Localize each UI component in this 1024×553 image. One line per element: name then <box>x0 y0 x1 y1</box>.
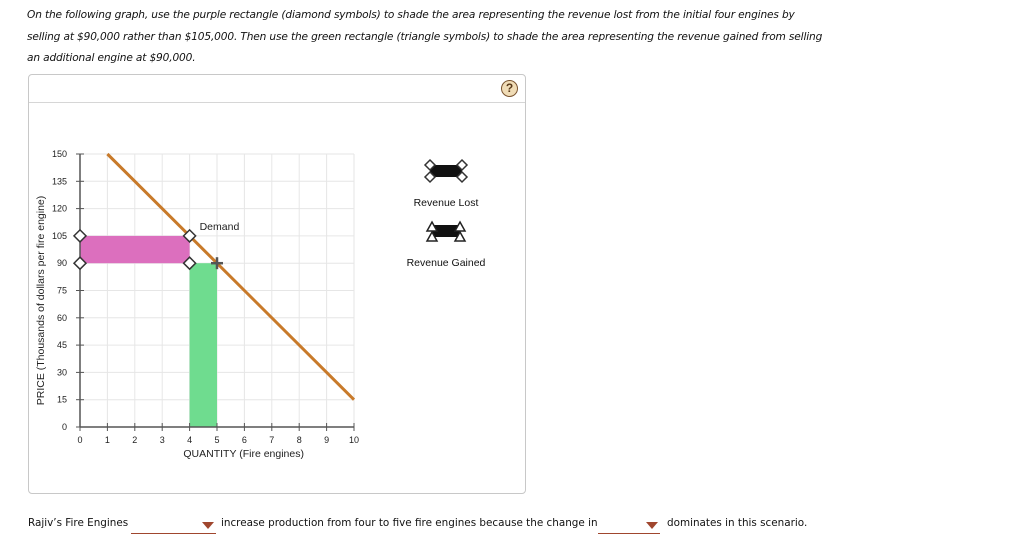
x-tick-label: 4 <box>187 435 193 445</box>
y-axis-label: PRICE (Thousands of dollars per fire engine) <box>35 195 47 406</box>
help-icon[interactable]: ? <box>501 80 518 97</box>
y-tick-label: 105 <box>51 230 67 241</box>
revenue-gained-rect <box>190 263 217 427</box>
x-axis-label: QUANTITY (Fire engines) <box>183 448 304 460</box>
question-part2: increase production from four to five fire engines because the change in <box>221 517 598 529</box>
y-tick-label: 90 <box>56 258 67 269</box>
y-tick-label: 0 <box>61 422 67 432</box>
instructions-text: On the following graph, use the purple rectangle (diamond symbols) to shade the area representing the revenue lost from the initial four engines by selling at $90,000 rather than $105,000. Then use the green rectangle (triangle symbols) to shade the area representing the revenue gained from selling an additional engine at $90,000. <box>27 9 823 64</box>
legend-revenue-lost-swatch <box>430 165 462 177</box>
x-tick-label: 1 <box>104 435 110 445</box>
y-tick-label: 15 <box>56 394 67 405</box>
y-tick-label: 30 <box>56 367 67 378</box>
x-tick-label: 0 <box>77 435 83 445</box>
y-tick-label: 135 <box>51 176 67 187</box>
x-tick-label: 9 <box>324 435 330 445</box>
shapes <box>80 236 217 427</box>
x-tick-label: 8 <box>296 435 302 445</box>
graph-panel <box>28 74 526 494</box>
y-tick-label: 150 <box>51 149 67 159</box>
x-tick-label: 3 <box>159 435 165 445</box>
chevron-down-icon <box>646 522 658 529</box>
demand-label: Demand <box>199 220 240 233</box>
x-tick-label: 5 <box>214 435 220 445</box>
chevron-down-icon <box>202 522 214 529</box>
y-tick-label: 120 <box>51 203 67 214</box>
series <box>107 154 354 400</box>
dropdown-effect[interactable] <box>598 517 660 534</box>
demand-line <box>107 154 354 400</box>
x-tick-label: 2 <box>132 435 138 445</box>
x-tick-label: 6 <box>241 435 247 445</box>
y-tick-label: 45 <box>56 340 67 351</box>
y-tick-label: 75 <box>56 285 67 296</box>
chart-svg <box>29 75 525 493</box>
dropdown-decision[interactable] <box>131 517 216 534</box>
legend-revenue-lost-label: Revenue Lost <box>413 197 479 209</box>
y-tick-label: 60 <box>56 312 67 323</box>
legend-revenue-gained-label: Revenue Gained <box>406 257 486 269</box>
revenue-lost-rect <box>80 236 190 263</box>
question-part1: Rajiv’s Fire Engines <box>28 517 129 529</box>
question-part3: dominates in this scenario. <box>667 517 808 529</box>
x-tick-label: 7 <box>269 435 275 445</box>
x-tick-label: 10 <box>348 435 360 445</box>
